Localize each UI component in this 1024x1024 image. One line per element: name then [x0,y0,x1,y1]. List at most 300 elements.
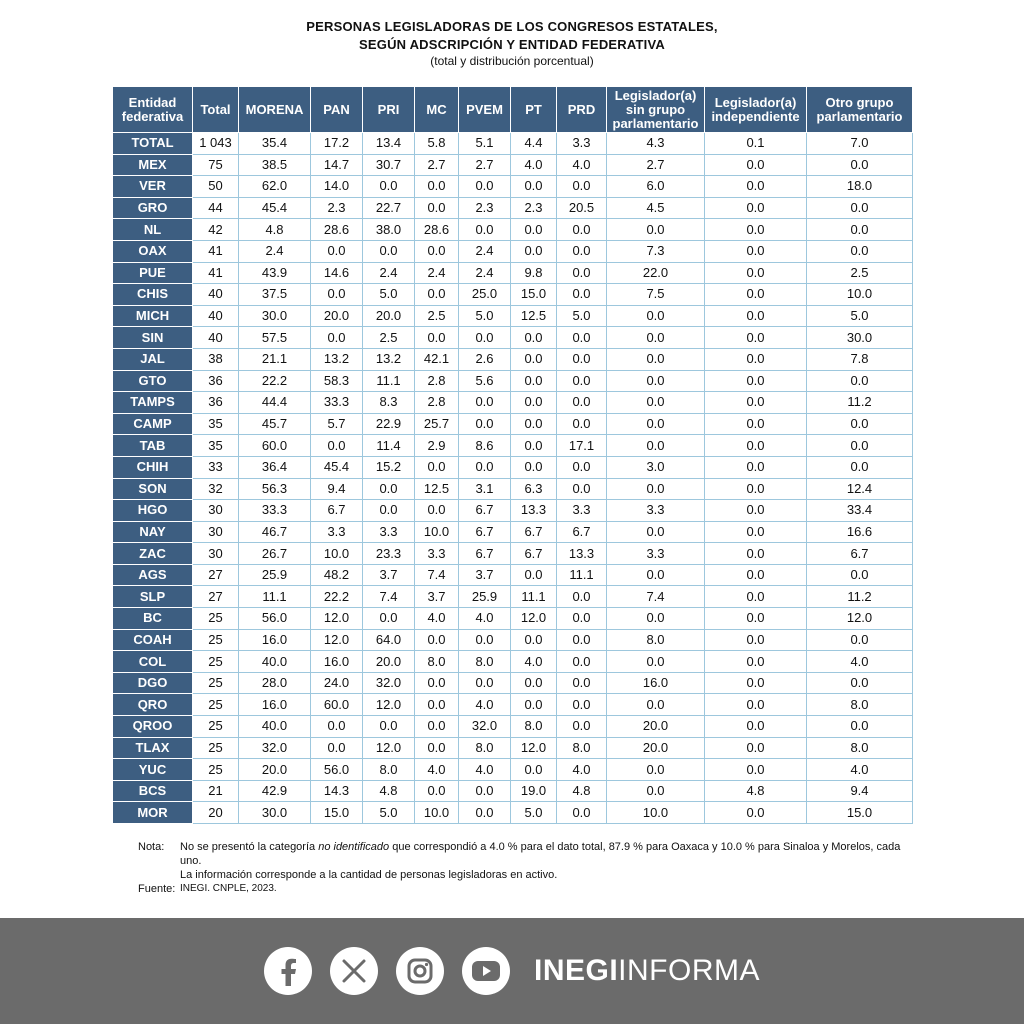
value-cell: 0.0 [705,413,807,435]
value-cell: 12.0 [511,737,557,759]
column-header-text: PRD [567,101,596,117]
value-cell: 33.4 [807,500,913,522]
value-cell: 7.4 [363,586,415,608]
value-cell: 60.0 [311,694,363,716]
value-cell: 10.0 [415,521,459,543]
table-row [113,456,913,478]
table-row [113,759,913,781]
value-cell: 28.6 [311,219,363,241]
value-cell: 12.5 [511,305,557,327]
table-title-line-1: PERSONAS LEGISLADORAS DE LOS CONGRESOS ESTATALES, [306,19,718,34]
value-cell: 0.0 [607,564,705,586]
value-cell: 7.4 [607,586,705,608]
value-cell: 10.0 [311,543,363,565]
column-header-text: sin grupo [625,101,686,117]
table-row [113,802,913,824]
value-cell: 0.0 [807,240,913,262]
x-icon[interactable] [330,947,378,995]
value-cell: 20.0 [311,305,363,327]
value-cell: 0.0 [705,305,807,327]
value-cell: 25 [193,672,239,694]
value-cell: 0.0 [705,716,807,738]
value-cell: 8.0 [807,737,913,759]
value-cell: 40.0 [239,651,311,673]
inegi-informa-brand [534,954,760,988]
entity-cell: OAX [113,240,193,262]
value-cell: 25 [193,629,239,651]
entity-cell: SIN [113,327,193,349]
entity-cell: TAB [113,435,193,457]
table-row [113,413,913,435]
value-cell: 0.0 [415,176,459,198]
table-row [113,564,913,586]
value-cell: 0.0 [311,240,363,262]
value-cell: 20.0 [239,759,311,781]
value-cell: 11.1 [511,586,557,608]
value-cell: 20 [193,802,239,824]
value-cell: 3.3 [607,543,705,565]
note-text-end: que correspondió a 4.0 % para el dato total, 87.9 % para Oaxaca y 10.0 % para Sinaloa y Morelos, cada uno. [180,841,901,867]
value-cell: 0.0 [705,586,807,608]
entity-cell: YUC [113,759,193,781]
value-cell: 35.4 [239,133,311,155]
column-header-text: PAN [323,101,350,117]
value-cell: 12.0 [311,608,363,630]
value-cell: 4.0 [459,759,511,781]
value-cell: 0.0 [705,737,807,759]
value-cell: 6.7 [311,500,363,522]
value-cell: 0.0 [607,521,705,543]
value-cell: 13.4 [363,133,415,155]
value-cell: 3.7 [415,586,459,608]
value-cell: 0.0 [557,672,607,694]
table-row [113,197,913,219]
value-cell: 23.3 [363,543,415,565]
value-cell: 0.0 [415,672,459,694]
entity-cell: ZAC [113,543,193,565]
value-cell: 5.0 [807,305,913,327]
value-cell: 17.2 [311,133,363,155]
value-cell: 2.3 [511,197,557,219]
entity-cell: MICH [113,305,193,327]
value-cell: 0.0 [705,500,807,522]
value-cell: 0.0 [511,672,557,694]
value-cell: 0.0 [511,392,557,414]
source-label: Fuente: [138,883,176,895]
value-cell: 12.0 [807,608,913,630]
value-cell: 19.0 [511,780,557,802]
value-cell: 13.2 [311,348,363,370]
value-cell: 3.0 [607,456,705,478]
value-cell: 0.0 [705,478,807,500]
value-cell: 14.3 [311,780,363,802]
value-cell: 10.0 [607,802,705,824]
value-cell: 9.4 [311,478,363,500]
value-cell: 5.0 [363,284,415,306]
value-cell: 13.2 [363,348,415,370]
value-cell: 0.0 [511,456,557,478]
value-cell: 22.2 [311,586,363,608]
value-cell: 5.0 [557,305,607,327]
value-cell: 40 [193,284,239,306]
note-row [138,840,908,868]
value-cell: 6.7 [459,521,511,543]
value-cell: 21.1 [239,348,311,370]
value-cell: 30.0 [239,802,311,824]
value-cell: 2.3 [459,197,511,219]
value-cell: 0.0 [311,435,363,457]
column-header [363,87,415,133]
value-cell: 20.0 [607,737,705,759]
value-cell: 0.0 [557,370,607,392]
value-cell: 45.7 [239,413,311,435]
value-cell: 8.0 [415,651,459,673]
value-cell: 14.7 [311,154,363,176]
value-cell: 0.0 [557,629,607,651]
value-cell: 3.3 [557,500,607,522]
value-cell: 3.1 [459,478,511,500]
value-cell: 26.7 [239,543,311,565]
table-row [113,716,913,738]
value-cell: 0.0 [607,370,705,392]
value-cell: 4.0 [415,608,459,630]
value-cell: 75 [193,154,239,176]
value-cell: 0.0 [415,716,459,738]
value-cell: 0.0 [415,197,459,219]
value-cell: 0.0 [607,651,705,673]
value-cell: 56.0 [239,608,311,630]
value-cell: 0.0 [459,392,511,414]
value-cell: 0.0 [607,435,705,457]
facebook-icon[interactable] [264,947,312,995]
value-cell: 58.3 [311,370,363,392]
note-text-start: No se presentó la categoría [180,841,319,853]
table-row [113,586,913,608]
value-cell: 0.0 [311,737,363,759]
value-cell: 0.0 [705,176,807,198]
value-cell: 3.3 [607,500,705,522]
value-cell: 0.0 [557,392,607,414]
value-cell: 33.3 [311,392,363,414]
column-header [705,87,807,133]
value-cell: 0.0 [705,543,807,565]
value-cell: 0.0 [807,564,913,586]
value-cell: 10.0 [415,802,459,824]
value-cell: 20.5 [557,197,607,219]
value-cell: 0.0 [557,348,607,370]
footer-bar [0,918,1024,1024]
value-cell: 0.0 [607,219,705,241]
value-cell: 0.0 [557,262,607,284]
value-cell: 8.0 [363,759,415,781]
value-cell: 0.0 [705,629,807,651]
value-cell: 8.0 [459,737,511,759]
value-cell: 15.0 [311,802,363,824]
table-row [113,651,913,673]
value-cell: 0.0 [511,176,557,198]
entity-cell: COAH [113,629,193,651]
value-cell: 0.0 [459,176,511,198]
value-cell: 0.0 [415,500,459,522]
value-cell: 50 [193,176,239,198]
entity-cell: NAY [113,521,193,543]
value-cell: 22.0 [607,262,705,284]
entity-cell: NL [113,219,193,241]
value-cell: 0.0 [415,629,459,651]
entity-cell: DGO [113,672,193,694]
table-row [113,629,913,651]
table-row [113,392,913,414]
value-cell: 0.0 [363,240,415,262]
entity-cell: PUE [113,262,193,284]
value-cell: 3.7 [363,564,415,586]
value-cell: 20.0 [363,651,415,673]
value-cell: 0.0 [705,456,807,478]
value-cell: 28.6 [415,219,459,241]
value-cell: 40 [193,305,239,327]
entity-cell: QRO [113,694,193,716]
value-cell: 2.4 [239,240,311,262]
value-cell: 0.0 [705,348,807,370]
value-cell: 7.8 [807,348,913,370]
brand-bold: INEGI [533,954,619,987]
value-cell: 0.0 [557,327,607,349]
value-cell: 2.8 [415,392,459,414]
table-subtitle: (total y distribución porcentual) [430,54,594,68]
table-row [113,219,913,241]
value-cell: 0.0 [807,370,913,392]
value-cell: 32.0 [363,672,415,694]
entity-cell: JAL [113,348,193,370]
column-header [557,87,607,133]
value-cell: 0.0 [363,478,415,500]
value-cell: 6.7 [511,521,557,543]
value-cell: 0.0 [415,456,459,478]
value-cell: 0.0 [807,672,913,694]
value-cell: 15.0 [807,802,913,824]
value-cell: 0.0 [511,694,557,716]
value-cell: 20.0 [363,305,415,327]
column-header-text: parlamentario [612,115,699,131]
note-text-italic: no identificado [318,841,390,853]
table-row [113,608,913,630]
value-cell: 0.0 [311,716,363,738]
value-cell: 0.0 [557,608,607,630]
value-cell: 0.0 [557,716,607,738]
value-cell: 8.0 [511,716,557,738]
value-cell: 0.0 [705,521,807,543]
value-cell: 0.0 [363,176,415,198]
value-cell: 25.0 [459,284,511,306]
value-cell: 33.3 [239,500,311,522]
title-block [0,18,1024,68]
value-cell: 4.0 [459,694,511,716]
value-cell: 0.0 [557,694,607,716]
value-cell: 38.0 [363,219,415,241]
value-cell: 12.0 [311,629,363,651]
value-cell: 11.2 [807,586,913,608]
value-cell: 3.7 [459,564,511,586]
column-header [607,87,705,133]
value-cell: 0.1 [705,133,807,155]
value-cell: 0.0 [415,284,459,306]
source-row [138,882,908,896]
value-cell: 0.0 [511,413,557,435]
value-cell: 12.0 [363,694,415,716]
value-cell: 27 [193,586,239,608]
value-cell: 25 [193,716,239,738]
value-cell: 4.0 [807,651,913,673]
value-cell: 0.0 [557,219,607,241]
column-header-text: parlamentario [816,108,903,124]
value-cell: 9.4 [807,780,913,802]
value-cell: 0.0 [459,219,511,241]
entity-cell: GTO [113,370,193,392]
value-cell: 48.2 [311,564,363,586]
value-cell: 0.0 [511,435,557,457]
value-cell: 62.0 [239,176,311,198]
value-cell: 16.6 [807,521,913,543]
note-row-2 [138,868,908,882]
table-row [113,737,913,759]
value-cell: 7.3 [607,240,705,262]
table-row [113,370,913,392]
value-cell: 36.4 [239,456,311,478]
value-cell: 44 [193,197,239,219]
entity-cell: SON [113,478,193,500]
value-cell: 9.8 [511,262,557,284]
entity-cell: AGS [113,564,193,586]
value-cell: 32.0 [239,737,311,759]
value-cell: 30.0 [807,327,913,349]
value-cell: 38 [193,348,239,370]
value-cell: 4.0 [807,759,913,781]
entity-cell: CHIH [113,456,193,478]
value-cell: 1 043 [193,133,239,155]
value-cell: 20.0 [607,716,705,738]
value-cell: 6.0 [607,176,705,198]
table-row [113,262,913,284]
table-row [113,327,913,349]
value-cell: 2.7 [459,154,511,176]
value-cell: 56.0 [311,759,363,781]
value-cell: 7.5 [607,284,705,306]
table-row [113,240,913,262]
value-cell: 4.0 [459,608,511,630]
value-cell: 5.6 [459,370,511,392]
value-cell: 0.0 [459,780,511,802]
table-row [113,154,913,176]
value-cell: 0.0 [415,327,459,349]
value-cell: 5.7 [311,413,363,435]
value-cell: 30.0 [239,305,311,327]
value-cell: 8.6 [459,435,511,457]
value-cell: 25 [193,608,239,630]
entity-cell: GRO [113,197,193,219]
value-cell: 0.0 [557,586,607,608]
value-cell: 3.3 [415,543,459,565]
value-cell: 11.2 [807,392,913,414]
value-cell: 37.5 [239,284,311,306]
value-cell: 2.9 [415,435,459,457]
table-row [113,176,913,198]
column-header-text: MORENA [245,101,304,117]
column-header [511,87,557,133]
value-cell: 27 [193,564,239,586]
value-cell: 0.0 [705,435,807,457]
value-cell: 0.0 [557,176,607,198]
entity-cell: SLP [113,586,193,608]
column-header [311,87,363,133]
value-cell: 4.0 [511,154,557,176]
table-row [113,348,913,370]
value-cell: 5.8 [415,133,459,155]
value-cell: 0.0 [415,240,459,262]
value-cell: 0.0 [607,780,705,802]
value-cell: 0.0 [459,802,511,824]
table-row [113,672,913,694]
value-cell: 0.0 [705,564,807,586]
value-cell: 41 [193,240,239,262]
value-cell: 4.0 [557,154,607,176]
table-row [113,478,913,500]
value-cell: 0.0 [511,327,557,349]
value-cell: 0.0 [459,413,511,435]
value-cell: 2.5 [415,305,459,327]
value-cell: 0.0 [511,759,557,781]
value-cell: 0.0 [363,716,415,738]
value-cell: 46.7 [239,521,311,543]
value-cell: 0.0 [607,759,705,781]
note-label: Nota: [138,841,165,853]
value-cell: 42.1 [415,348,459,370]
value-cell: 11.1 [557,564,607,586]
value-cell: 25 [193,759,239,781]
value-cell: 4.0 [511,651,557,673]
column-header [807,87,913,133]
value-cell: 2.4 [363,262,415,284]
value-cell: 0.0 [705,284,807,306]
value-cell: 0.0 [607,608,705,630]
value-cell: 6.7 [807,543,913,565]
column-header-text: PVEM [466,101,503,117]
value-cell: 22.7 [363,197,415,219]
column-header-text: MC [426,101,447,117]
value-cell: 30 [193,543,239,565]
entity-cell: MOR [113,802,193,824]
column-header [415,87,459,133]
value-cell: 35 [193,435,239,457]
youtube-icon[interactable] [462,947,510,995]
value-cell: 12.5 [415,478,459,500]
brand-light: INFORMA [618,954,760,987]
value-cell: 2.8 [415,370,459,392]
value-cell: 0.0 [511,219,557,241]
value-cell: 18.0 [807,176,913,198]
value-cell: 10.0 [807,284,913,306]
value-cell: 11.1 [363,370,415,392]
column-header-text: federativa [121,108,184,124]
value-cell: 6.7 [557,521,607,543]
value-cell: 11.4 [363,435,415,457]
entity-cell: CHIS [113,284,193,306]
value-cell: 0.0 [807,629,913,651]
value-cell: 0.0 [807,456,913,478]
value-cell: 25.7 [415,413,459,435]
value-cell: 0.0 [511,370,557,392]
instagram-icon[interactable] [396,947,444,995]
value-cell: 0.0 [557,240,607,262]
